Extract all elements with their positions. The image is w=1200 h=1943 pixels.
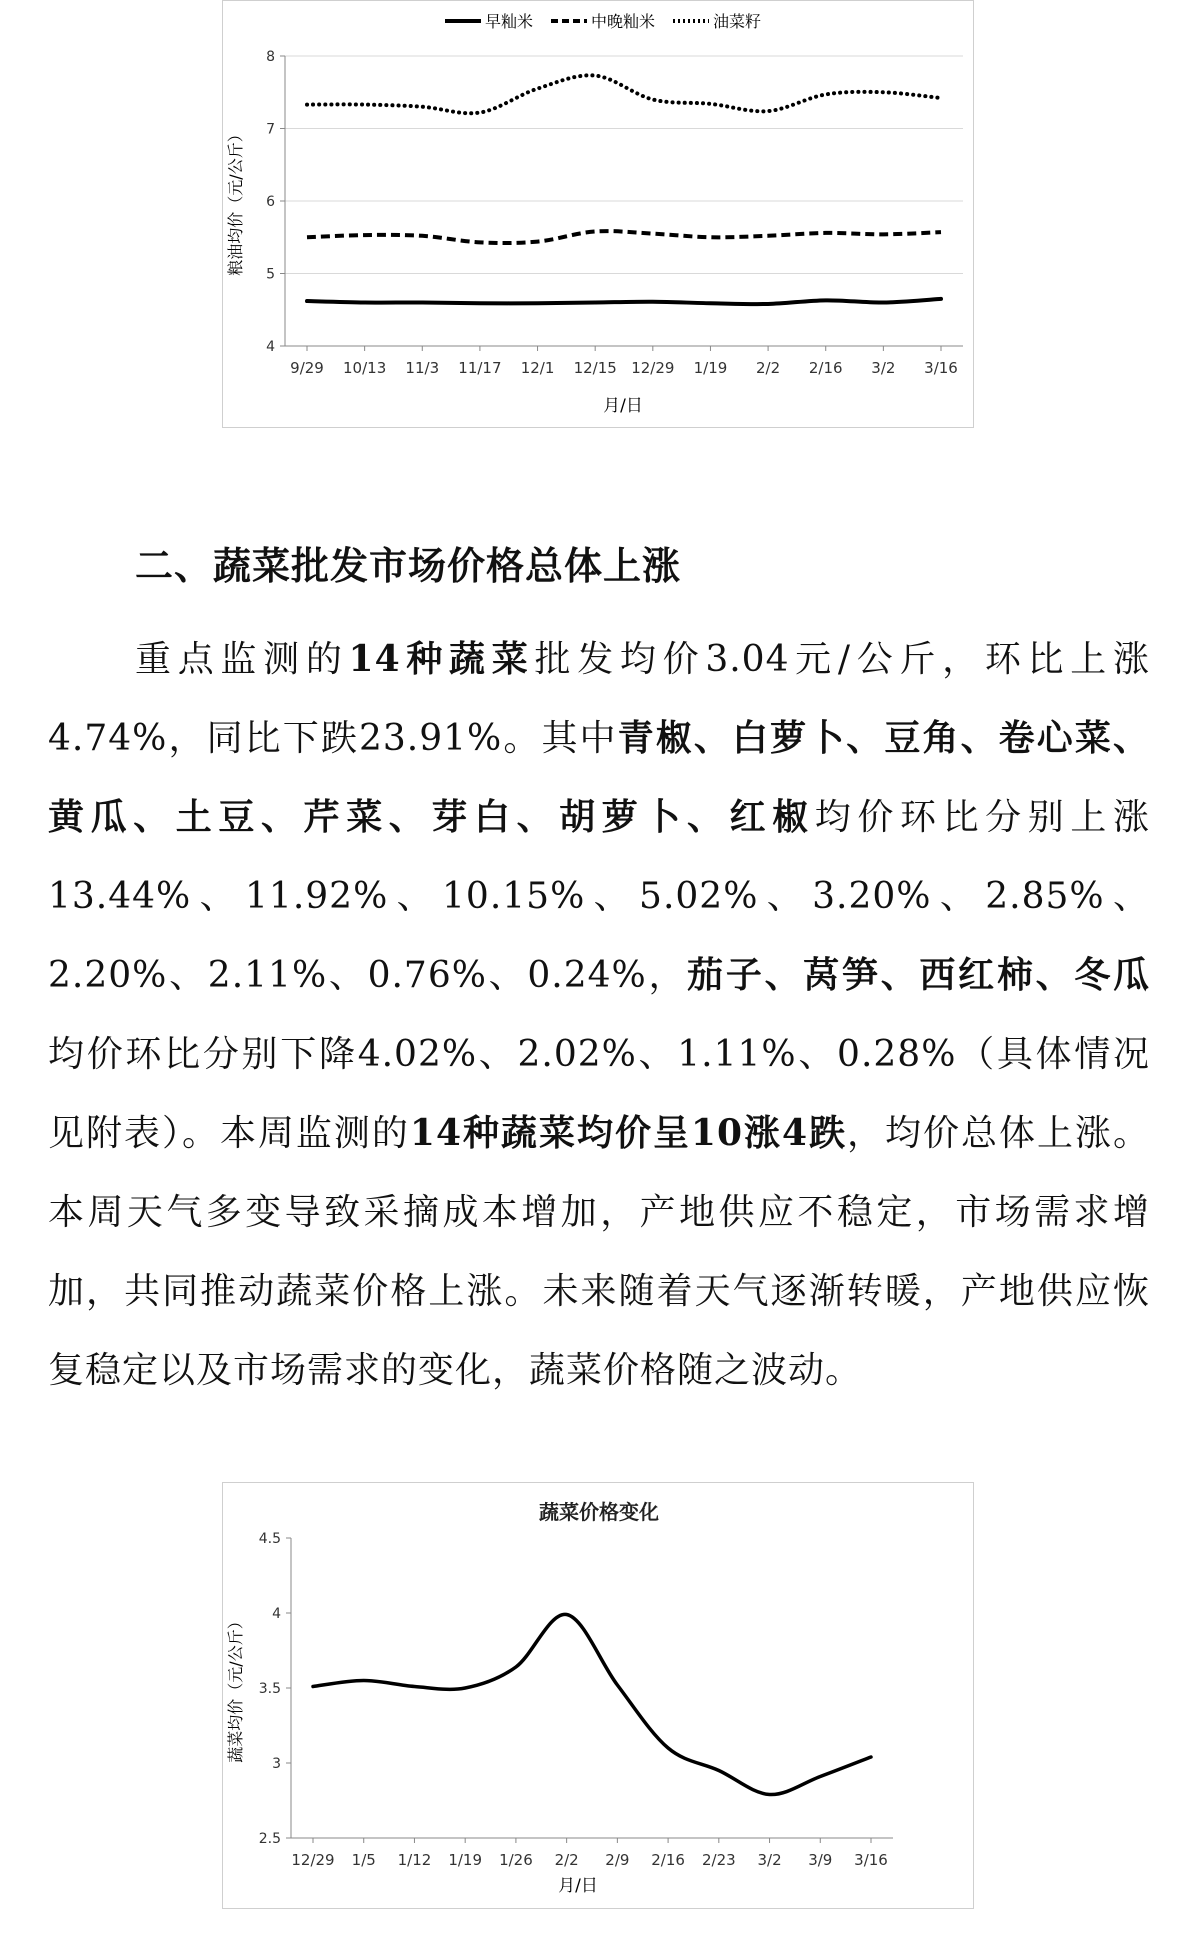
x-tick-label: 2/16 — [808, 359, 843, 377]
y-tick-label: 4 — [266, 339, 275, 355]
y-axis-title: 蔬菜均价（元/公斤） — [226, 1613, 245, 1763]
chart-title: 蔬菜价格变化 — [539, 1500, 659, 1524]
text-run: 批发均价3.04元/公斤，环比上涨4.74%，同比下跌23.91%。其中 — [48, 639, 1150, 759]
x-tick-label: 12/15 — [573, 359, 617, 377]
legend-label-late-rice: 中晚籼米 — [591, 12, 656, 31]
grain-oil-price-chart — [222, 0, 974, 428]
x-tick-labels — [291, 1838, 887, 1869]
legend-label-early-rice: 早籼米 — [485, 12, 534, 31]
y-tick-label: 7 — [266, 121, 275, 138]
x-axis-title: 月/日 — [603, 396, 643, 416]
x-tick-label: 1/26 — [499, 1851, 533, 1869]
text-run: ，均价总体上涨。本周天气多变导致采摘成本增加，产地供应不稳定，市场需求增加，共同推动蔬菜价格上涨。未来随着天气逐渐转暖，产地供应恢复稳定以及市场需求的变化，蔬菜价格随之波动。 — [48, 1113, 1150, 1391]
text-run: 均价环比分别上涨13.44%、11.92%、10.15%、5.02%、3.20%、2.85%、2.20%、2.11%、0.76%、0.24%， — [48, 797, 1150, 996]
x-tick-label: 12/29 — [291, 1851, 335, 1869]
x-tick-label: 2/2 — [756, 359, 781, 377]
y-tick-label: 3 — [272, 1756, 281, 1772]
text-run: 均价环比分别下降4.02%、2.02%、1.11%、0.28%（具体情况见附表）。本周监测的 — [48, 1034, 1150, 1154]
text-run: 重点监测的 — [135, 639, 349, 680]
x-tick-label: 2/2 — [554, 1851, 579, 1869]
x-tick-label: 1/19 — [448, 1851, 483, 1869]
y-tick-labels — [259, 1531, 291, 1847]
bold-run: 14种蔬菜 — [348, 638, 535, 680]
grain-oil-chart-svg — [223, 1, 975, 429]
series-line-1 — [307, 231, 941, 243]
y-tick-label: 3.5 — [258, 1681, 281, 1697]
x-tick-label: 2/16 — [651, 1851, 685, 1869]
series-line-0 — [307, 299, 941, 304]
series-lines — [307, 75, 941, 304]
y-tick-label: 6 — [266, 194, 275, 210]
series-line-2 — [307, 75, 941, 113]
series-line-0 — [313, 1614, 871, 1794]
x-tick-label: 9/29 — [290, 359, 324, 377]
legend-label-rapeseed: 油菜籽 — [713, 12, 762, 31]
x-tick-label: 12/29 — [631, 359, 675, 377]
x-tick-label: 11/3 — [405, 359, 440, 377]
x-tick-label: 11/17 — [458, 359, 502, 377]
grid — [285, 56, 963, 274]
y-axis-title: 粮油均价（元/公斤） — [226, 126, 245, 276]
x-tick-label: 12/1 — [520, 359, 555, 377]
x-tick-label: 3/16 — [854, 1851, 888, 1869]
series-lines — [313, 1614, 871, 1794]
x-tick-labels — [290, 346, 958, 377]
x-tick-label: 3/9 — [808, 1851, 833, 1869]
axes — [291, 1538, 893, 1838]
y-tick-labels — [266, 49, 285, 355]
vegetable-chart-svg — [223, 1483, 975, 1910]
y-tick-label: 5 — [266, 266, 275, 283]
x-tick-label: 1/5 — [351, 1851, 376, 1869]
body-paragraph — [48, 620, 1150, 1410]
y-tick-label: 4.5 — [258, 1531, 281, 1547]
y-tick-label: 4 — [272, 1606, 281, 1622]
x-tick-label: 3/16 — [924, 359, 958, 377]
bold-run: 14种蔬菜均价呈10涨4跌 — [409, 1112, 848, 1154]
x-tick-label: 3/2 — [757, 1851, 782, 1869]
bold-run: 茄子、莴笋、西红柿、冬瓜 — [687, 954, 1150, 996]
x-tick-label: 2/23 — [701, 1851, 736, 1869]
y-tick-label: 8 — [266, 49, 275, 65]
bold-run: 青椒、白萝卜、豆角、卷心菜、黄瓜、土豆、芹菜、芽白、胡萝卜、红椒 — [48, 717, 1150, 838]
y-tick-label: 2.5 — [258, 1831, 281, 1847]
vegetable-price-chart — [222, 1482, 974, 1909]
x-tick-label: 3/2 — [871, 359, 896, 377]
x-tick-label: 10/13 — [343, 359, 387, 377]
x-tick-label: 2/9 — [605, 1851, 630, 1869]
x-axis-title: 月/日 — [558, 1876, 598, 1896]
x-tick-label: 1/12 — [397, 1851, 432, 1869]
section-title: 二、蔬菜批发市场价格总体上涨 — [135, 544, 682, 588]
x-tick-label: 1/19 — [693, 359, 728, 377]
legend — [445, 12, 761, 31]
